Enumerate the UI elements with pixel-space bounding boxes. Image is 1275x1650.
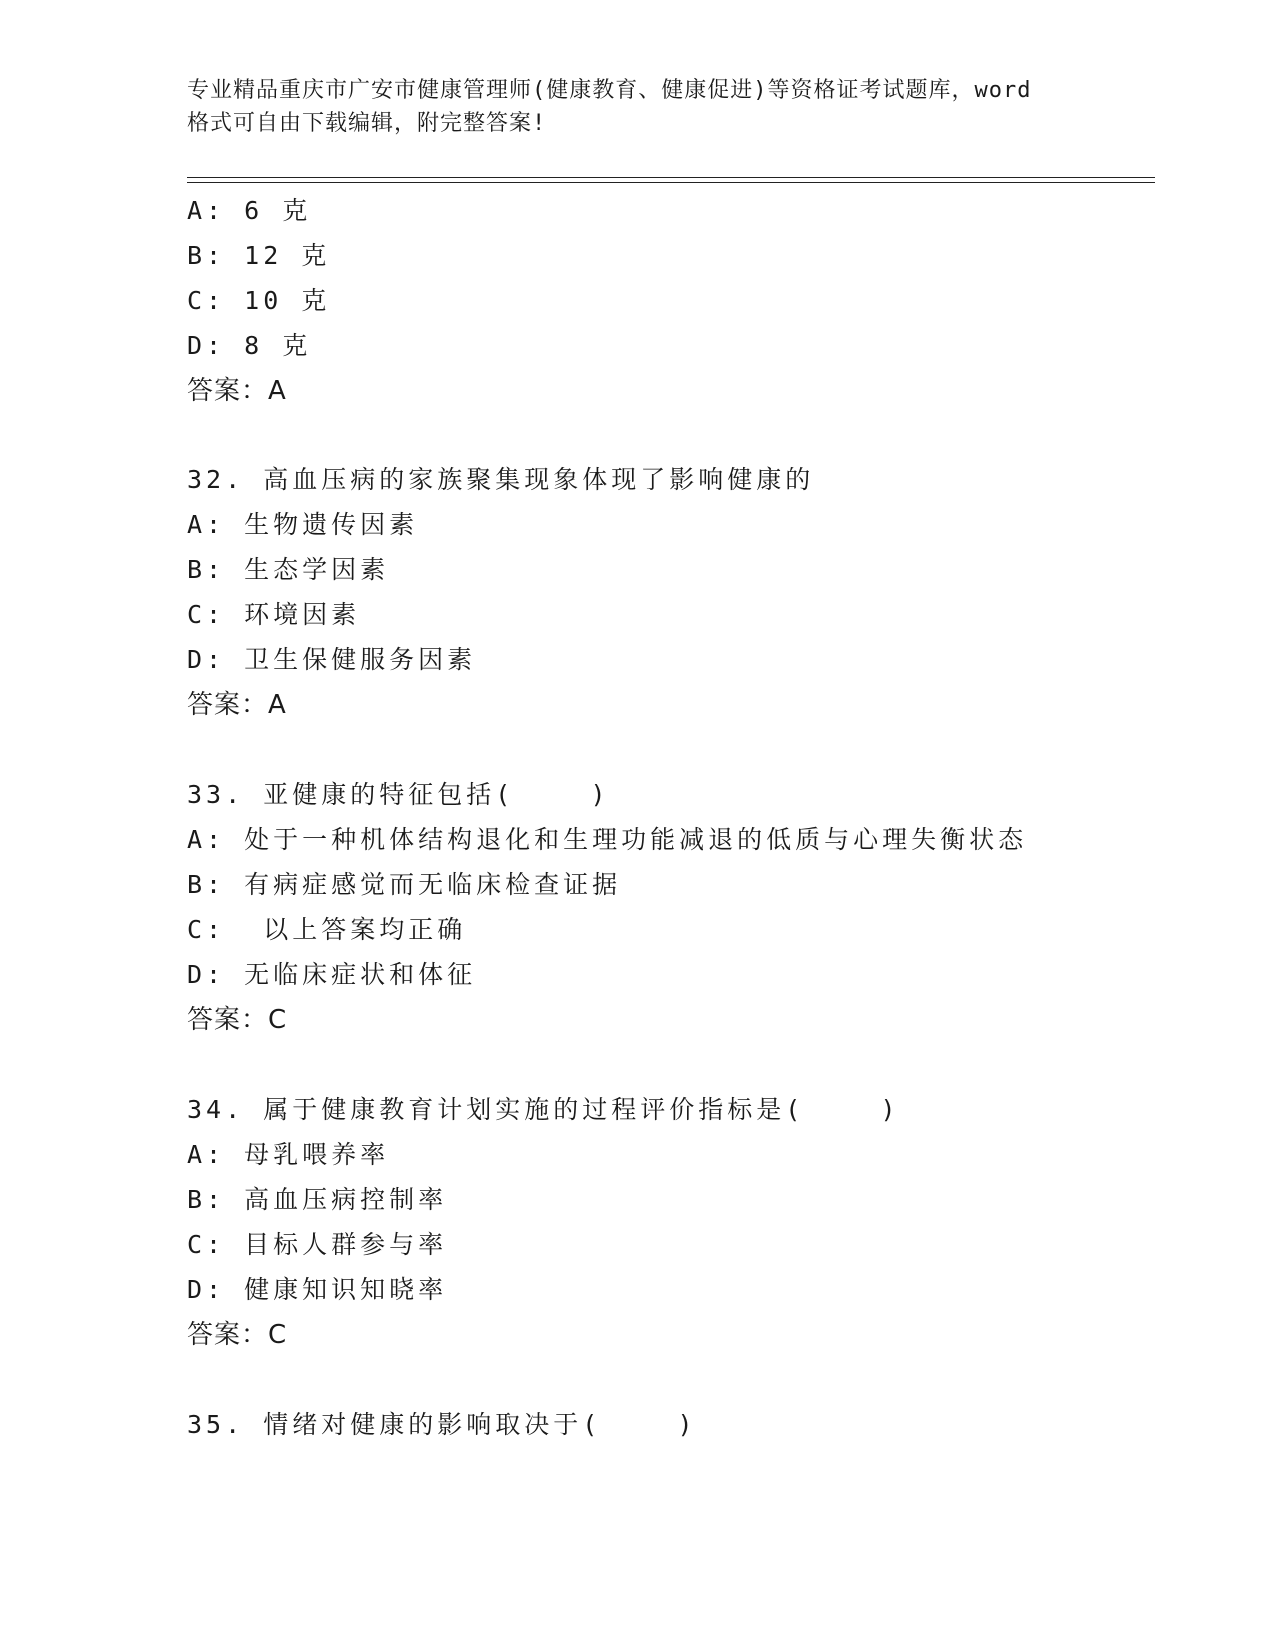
q32-option-d: D: 卫生保健服务因素 bbox=[187, 645, 477, 674]
q32-option-a: A: 生物遗传因素 bbox=[187, 510, 419, 539]
q32-option-c: C: 环境因素 bbox=[187, 600, 361, 629]
q34-option-a: A: 母乳喂养率 bbox=[187, 1140, 390, 1169]
q33-option-a: A: 处于一种机体结构退化和生理功能减退的低质与心理失衡状态 bbox=[187, 825, 1028, 854]
q32-question: 32. 高血压病的家族聚集现象体现了影响健康的 bbox=[187, 465, 815, 494]
q31-option-d: D: 8 克 bbox=[187, 331, 312, 360]
q31-answer: 答案：A bbox=[187, 376, 287, 406]
document-header bbox=[187, 74, 1087, 140]
q33-option-d: D: 无临床症状和体征 bbox=[187, 960, 477, 989]
q33-option-c: C: 以上答案均正确 bbox=[187, 915, 467, 944]
q34-question: 34. 属于健康教育计划实施的过程评价指标是( ) bbox=[187, 1095, 900, 1124]
q32-answer: 答案：A bbox=[187, 690, 287, 720]
q34-option-b: B: 高血压病控制率 bbox=[187, 1185, 448, 1214]
header-line-1: 专业精品重庆市广安市健康管理师(健康教育、健康促进)等资格证考试题库，word bbox=[187, 78, 1032, 103]
q32-option-b: B: 生态学因素 bbox=[187, 555, 390, 584]
q33-option-b: B: 有病症感觉而无临床检查证据 bbox=[187, 870, 622, 899]
header-rule-top bbox=[187, 177, 1155, 178]
q33-answer: 答案：C bbox=[187, 1005, 288, 1035]
header-line-2: 格式可自由下载编辑，附完整答案! bbox=[187, 111, 547, 136]
header-rule-bottom bbox=[187, 182, 1155, 183]
q31-option-c: C: 10 克 bbox=[187, 286, 331, 315]
q31-option-b: B: 12 克 bbox=[187, 241, 331, 270]
q31-option-a: A: 6 克 bbox=[187, 196, 312, 225]
q33-question: 33. 亚健康的特征包括( ) bbox=[187, 780, 610, 809]
q35-question: 35. 情绪对健康的影响取决于( ) bbox=[187, 1410, 697, 1439]
q34-option-c: C: 目标人群参与率 bbox=[187, 1230, 448, 1259]
q34-answer: 答案：C bbox=[187, 1320, 288, 1350]
q34-option-d: D: 健康知识知晓率 bbox=[187, 1275, 448, 1304]
